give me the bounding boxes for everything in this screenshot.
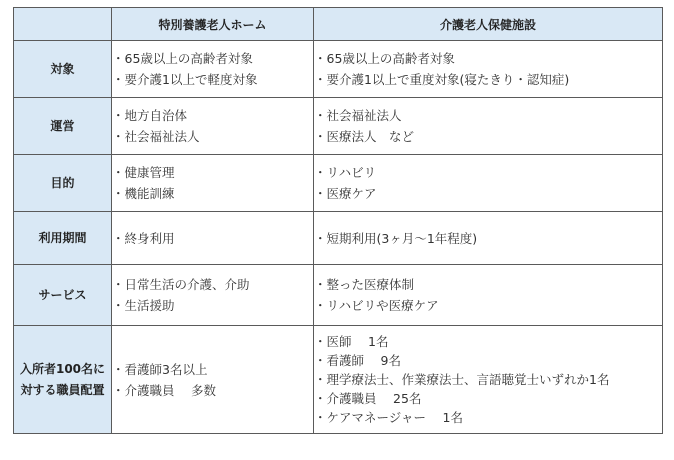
list-item: ・ 看護師3名以上 [112,359,313,380]
tokuyou-cell [112,326,314,434]
row-label-period: 利用期間 [14,212,112,265]
list-item: ・ 要介護1以上で重度対象(寝たきり・認知症) [314,69,662,90]
list-item: ・ 医師 1名 [314,332,662,351]
row-label-target: 対象 [14,41,112,98]
list-item: ・ 地方自治体 [112,105,313,126]
comparison-table [13,7,663,434]
list-item: ・ 終身利用 [112,228,313,249]
list-item: ・ 健康管理 [112,162,313,183]
header-row [14,8,663,41]
list-item: ・ 社会福祉法人 [112,126,313,147]
tokuyou-cell [112,155,314,212]
list-item: ・ 65歳以上の高齢者対象 [314,48,662,69]
tokuyou-cell [112,98,314,155]
header-tokuyou: 特別養護老人ホーム [112,8,314,41]
list-item: ・ 整った医療体制 [314,274,662,295]
rouken-cell [314,155,663,212]
list-item: ・ 医療ケア [314,183,662,204]
list-item: ・ 社会福祉法人 [314,105,662,126]
row-label-management: 運営 [14,98,112,155]
table-row [14,41,663,98]
header-item [14,8,112,41]
list-item: ・ 理学療法士、作業療法士、言語聴覚士いずれか1名 [314,370,662,389]
list-item: ・ リハビリ [314,162,662,183]
rouken-cell [314,41,663,98]
rouken-cell [314,212,663,265]
table-row [14,212,663,265]
list-item: ・ ケアマネージャー 1名 [314,408,662,427]
rouken-cell [314,98,663,155]
table-row [14,155,663,212]
table-row [14,326,663,434]
list-item: ・ 日常生活の介護、介助 [112,274,313,295]
list-item: ・ 医療法人 など [314,126,662,147]
header-rouken: 介護老人保健施設 [314,8,663,41]
list-item: ・ 介護職員 多数 [112,380,313,401]
tokuyou-cell [112,212,314,265]
tokuyou-cell [112,265,314,326]
row-label-service: サービス [14,265,112,326]
rouken-cell [314,265,663,326]
list-item: ・ 介護職員 25名 [314,389,662,408]
list-item: ・ 機能訓練 [112,183,313,204]
tokuyou-cell [112,41,314,98]
list-item: ・ 65歳以上の高齢者対象 [112,48,313,69]
row-label-staffing [14,326,112,434]
row-label-line: 入所者100名に [19,361,106,376]
rouken-cell [314,326,663,434]
list-item: ・ リハビリや医療ケア [314,295,662,316]
list-item: ・ 看護師 9名 [314,351,662,370]
list-item: ・ 要介護1以上で軽度対象 [112,69,313,90]
table-row [14,265,663,326]
row-label-line: 対する職員配置 [20,382,105,397]
table-row [14,98,663,155]
row-label-purpose: 目的 [14,155,112,212]
list-item: ・ 生活援助 [112,295,313,316]
list-item: ・ 短期利用(3ヶ月～1年程度) [314,228,662,249]
